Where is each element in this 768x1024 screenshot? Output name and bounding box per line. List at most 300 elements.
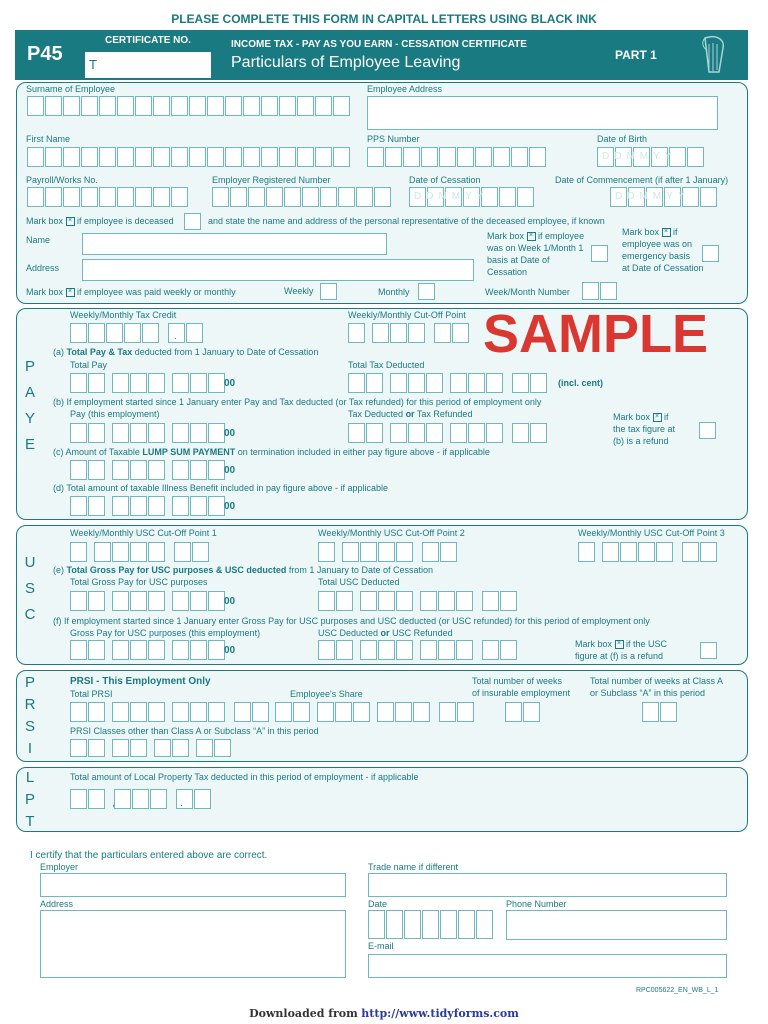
digit-cell[interactable] — [88, 640, 105, 660]
digit-cell[interactable] — [190, 496, 207, 516]
digit-cell[interactable] — [372, 323, 389, 343]
digit-cell[interactable] — [88, 323, 105, 343]
digit-cell[interactable] — [500, 640, 517, 660]
digit-cell[interactable] — [70, 739, 87, 757]
prsi-letter: S — [24, 718, 35, 735]
incl-cent-note: (incl. cent) — [558, 378, 604, 388]
digit-cell[interactable] — [529, 147, 546, 167]
emergency-checkbox[interactable] — [702, 245, 719, 262]
employer-label: Employer — [40, 862, 79, 872]
digit-cell[interactable] — [148, 423, 165, 443]
digit-cell[interactable] — [148, 591, 165, 611]
digit-cell[interactable] — [620, 542, 637, 562]
digit-cell[interactable] — [234, 702, 251, 722]
digit-cell[interactable] — [499, 187, 516, 207]
digit-cell[interactable] — [302, 187, 319, 207]
employer-address-field[interactable] — [40, 910, 346, 978]
digit-cell[interactable] — [420, 640, 437, 660]
digit-cell[interactable] — [578, 542, 595, 562]
digit-cell[interactable] — [132, 789, 149, 809]
digit-cell[interactable] — [390, 323, 407, 343]
digit-cell[interactable] — [130, 542, 147, 562]
digit-cell[interactable] — [493, 147, 510, 167]
trade-name-field[interactable] — [368, 873, 727, 897]
digit-cell[interactable] — [279, 96, 296, 116]
digit-cell[interactable] — [421, 147, 438, 167]
digit-cell[interactable] — [148, 542, 165, 562]
digit-cell[interactable] — [356, 187, 373, 207]
digit-cell[interactable] — [243, 96, 260, 116]
digit-cell[interactable] — [135, 147, 152, 167]
digit-cell[interactable] — [45, 187, 62, 207]
digit-cell[interactable] — [88, 496, 105, 516]
digit-cell[interactable] — [486, 373, 503, 393]
digit-cell[interactable] — [336, 640, 353, 660]
digit-cell[interactable] — [27, 96, 44, 116]
digit-cell[interactable] — [27, 147, 44, 167]
phone-field[interactable] — [506, 910, 727, 940]
digit-cell[interactable] — [656, 542, 673, 562]
rep-address-field[interactable] — [82, 259, 474, 281]
digit-cell[interactable] — [130, 460, 147, 480]
digit-cell[interactable] — [439, 702, 456, 722]
digit-cell[interactable] — [408, 323, 425, 343]
digit-cell[interactable] — [456, 591, 473, 611]
digit-cell[interactable] — [366, 423, 383, 443]
digit-cell[interactable] — [450, 373, 467, 393]
digit-cell[interactable] — [279, 147, 296, 167]
week-month-number-field[interactable] — [582, 282, 618, 300]
digit-cell[interactable] — [192, 542, 209, 562]
gross-usc-field[interactable] — [70, 591, 226, 611]
digit-cell[interactable] — [378, 591, 395, 611]
digit-cell[interactable] — [297, 96, 314, 116]
digit-cell[interactable] — [700, 187, 717, 207]
digit-cell[interactable] — [500, 591, 517, 611]
digit-cell[interactable] — [207, 147, 224, 167]
digit-cell[interactable] — [378, 640, 395, 660]
digit-cell[interactable] — [112, 496, 129, 516]
digit-cell[interactable] — [99, 187, 116, 207]
weeks-insurable-label-2: of insurable employment — [472, 688, 571, 698]
total-prsi-field[interactable] — [70, 702, 270, 722]
digit-cell[interactable] — [176, 789, 193, 809]
usc-cut2-field[interactable] — [318, 542, 458, 562]
digit-cell[interactable] — [70, 323, 87, 343]
digit-cell[interactable] — [99, 96, 116, 116]
digit-cell[interactable] — [88, 789, 105, 809]
digit-cell[interactable] — [348, 323, 365, 343]
digit-cell[interactable] — [317, 702, 334, 722]
digit-cell[interactable] — [408, 373, 425, 393]
usc-cut2-label: Weekly/Monthly USC Cut-Off Point 2 — [318, 528, 465, 538]
digit-cell[interactable] — [476, 910, 493, 939]
pps-label: PPS Number — [367, 134, 420, 144]
digit-cell[interactable] — [468, 423, 485, 443]
digit-cell[interactable] — [348, 423, 365, 443]
cutoff-field[interactable] — [348, 323, 470, 343]
pay-this-label: Pay (this employment) — [70, 409, 160, 419]
digit-cell[interactable] — [81, 96, 98, 116]
a-line: (a) Total Pay & Tax deducted from 1 January to Date of Cessation — [53, 347, 319, 357]
digit-cell[interactable] — [94, 542, 111, 562]
digit-cell[interactable] — [196, 739, 213, 757]
usc-ded-refund-label: USC Deducted or USC Refunded — [318, 628, 453, 638]
digit-cell[interactable] — [190, 373, 207, 393]
digit-cell[interactable] — [225, 147, 242, 167]
employer-field[interactable] — [40, 873, 346, 897]
digit-cell[interactable] — [153, 147, 170, 167]
digit-cell[interactable] — [248, 187, 265, 207]
source-link[interactable]: http://www.tidyforms.com — [361, 1007, 519, 1020]
digit-cell[interactable] — [130, 640, 147, 660]
digit-cell[interactable] — [457, 702, 474, 722]
digit-cell[interactable] — [112, 739, 129, 757]
digit-cell[interactable] — [70, 640, 87, 660]
digit-cell[interactable] — [486, 423, 503, 443]
digit-cell[interactable] — [189, 96, 206, 116]
usc-cut1-field[interactable] — [70, 542, 210, 562]
digit-cell[interactable] — [367, 147, 384, 167]
digit-cell[interactable] — [172, 496, 189, 516]
employer-reg-field[interactable] — [212, 187, 392, 207]
surname-field[interactable] — [27, 96, 351, 116]
digit-cell[interactable] — [186, 323, 203, 343]
digit-cell[interactable] — [390, 373, 407, 393]
weeks-insurable-field[interactable] — [505, 702, 541, 722]
digit-cell[interactable] — [208, 460, 225, 480]
total-tax-field[interactable] — [348, 373, 548, 393]
digit-cell[interactable] — [208, 702, 225, 722]
digit-cell[interactable] — [482, 640, 499, 660]
digit-cell[interactable] — [396, 542, 413, 562]
digit-cell[interactable] — [261, 96, 278, 116]
digit-cell[interactable] — [440, 542, 457, 562]
digit-cell[interactable] — [523, 702, 540, 722]
digit-cell[interactable] — [512, 423, 529, 443]
digit-cell[interactable] — [190, 460, 207, 480]
digit-cell[interactable] — [293, 702, 310, 722]
digit-cell[interactable] — [214, 739, 231, 757]
digit-cell[interactable] — [366, 373, 383, 393]
digit-cell[interactable] — [700, 542, 717, 562]
digit-cell[interactable] — [348, 373, 365, 393]
digit-cell[interactable] — [475, 147, 492, 167]
digit-cell[interactable] — [130, 496, 147, 516]
digit-cell[interactable] — [130, 591, 147, 611]
digit-cell[interactable] — [482, 591, 499, 611]
certificate-number-field[interactable] — [85, 52, 211, 78]
digit-cell[interactable] — [117, 147, 134, 167]
deceased-checkbox[interactable] — [184, 213, 201, 230]
digit-cell[interactable] — [106, 323, 123, 343]
digit-cell[interactable] — [517, 187, 534, 207]
digit-cell[interactable] — [530, 423, 547, 443]
trade-name-label: Trade name if different — [368, 862, 459, 872]
lpt-field[interactable] — [70, 789, 212, 809]
digit-cell[interactable] — [171, 187, 188, 207]
digit-cell[interactable] — [207, 96, 224, 116]
digit-cell[interactable] — [297, 147, 314, 167]
digit-cell[interactable] — [148, 460, 165, 480]
digit-cell[interactable] — [511, 147, 528, 167]
digit-cell[interactable] — [318, 542, 335, 562]
digit-cell[interactable] — [208, 640, 225, 660]
digit-cell[interactable] — [374, 187, 391, 207]
digit-cell[interactable] — [88, 702, 105, 722]
digit-cell[interactable] — [112, 460, 129, 480]
digit-cell[interactable] — [440, 910, 457, 939]
employee-share-field[interactable] — [275, 702, 475, 722]
digit-cell[interactable] — [333, 96, 350, 116]
digit-cell[interactable] — [336, 591, 353, 611]
digit-cell[interactable] — [320, 187, 337, 207]
digit-cell[interactable] — [360, 542, 377, 562]
digit-cell[interactable] — [600, 282, 617, 300]
dob-placeholder: DDMMYY — [602, 151, 677, 162]
digit-cell[interactable] — [124, 323, 141, 343]
digit-cell[interactable] — [142, 323, 159, 343]
digit-cell[interactable] — [452, 323, 469, 343]
digit-cell[interactable] — [70, 789, 87, 809]
digit-cell[interactable] — [172, 423, 189, 443]
tax-this-field[interactable] — [348, 423, 548, 443]
digit-cell[interactable] — [112, 702, 129, 722]
digit-cell[interactable] — [390, 423, 407, 443]
digit-cell[interactable] — [315, 96, 332, 116]
digit-cell[interactable] — [318, 640, 335, 660]
digit-cell[interactable] — [284, 187, 301, 207]
digit-cell[interactable] — [335, 702, 352, 722]
usc-refund-checkbox[interactable] — [700, 642, 717, 659]
digit-cell[interactable] — [426, 373, 443, 393]
digit-cell[interactable] — [422, 910, 439, 939]
monthly-checkbox[interactable] — [418, 283, 435, 300]
digit-cell[interactable] — [338, 187, 355, 207]
employee-address-field[interactable] — [367, 96, 718, 130]
digit-cell[interactable] — [148, 702, 165, 722]
digit-cell[interactable] — [112, 640, 129, 660]
digit-cell[interactable] — [130, 739, 147, 757]
digit-cell[interactable] — [333, 147, 350, 167]
digit-cell[interactable] — [70, 423, 87, 443]
digit-cell[interactable] — [439, 147, 456, 167]
digit-cell[interactable] — [114, 789, 131, 809]
digit-cell[interactable] — [130, 373, 147, 393]
digit-cell[interactable] — [117, 187, 134, 207]
weekly-checkbox[interactable] — [320, 283, 337, 300]
digit-cell[interactable] — [212, 187, 229, 207]
digit-cell[interactable] — [171, 96, 188, 116]
digit-cell[interactable] — [150, 789, 167, 809]
x-box-icon: × — [66, 217, 75, 226]
digit-cell[interactable] — [360, 591, 377, 611]
digit-cell[interactable] — [385, 147, 402, 167]
first-name-field[interactable] — [27, 147, 351, 167]
usc-this-field[interactable] — [318, 640, 518, 660]
digit-cell[interactable] — [63, 187, 80, 207]
digit-cell[interactable] — [208, 423, 225, 443]
digit-cell[interactable] — [172, 739, 189, 757]
digit-cell[interactable] — [315, 147, 332, 167]
digit-cell[interactable] — [88, 423, 105, 443]
digit-cell[interactable] — [404, 910, 421, 939]
digit-cell[interactable] — [252, 702, 269, 722]
digit-cell[interactable] — [396, 640, 413, 660]
total-pay-field[interactable] — [70, 373, 226, 393]
digit-cell[interactable] — [457, 147, 474, 167]
digit-cell[interactable] — [642, 702, 659, 722]
digit-cell[interactable] — [450, 423, 467, 443]
digit-cell[interactable] — [582, 282, 599, 300]
digit-cell[interactable] — [243, 147, 260, 167]
total-tax-label: Total Tax Deducted — [348, 360, 425, 370]
digit-cell[interactable] — [130, 423, 147, 443]
c-line: (c) Amount of Taxable LUMP SUM PAYMENT on termination included in either pay figure above - if applicable — [53, 447, 490, 457]
weeks-class-a-field[interactable] — [642, 702, 678, 722]
digit-cell[interactable] — [368, 910, 385, 939]
digit-cell[interactable] — [148, 640, 165, 660]
digit-cell[interactable] — [190, 591, 207, 611]
header-band — [15, 30, 748, 80]
digit-cell[interactable] — [378, 542, 395, 562]
digit-cell[interactable] — [413, 702, 430, 722]
digit-cell[interactable] — [456, 640, 473, 660]
digit-cell[interactable] — [422, 542, 439, 562]
email-field[interactable] — [368, 954, 727, 978]
digit-cell[interactable] — [420, 591, 437, 611]
digit-cell[interactable] — [70, 373, 87, 393]
digit-cell[interactable] — [468, 373, 485, 393]
digit-cell[interactable] — [70, 542, 87, 562]
illness-benefit-field[interactable] — [70, 496, 226, 516]
digit-cell[interactable] — [208, 496, 225, 516]
digit-cell[interactable] — [172, 591, 189, 611]
gross-this-field[interactable] — [70, 640, 226, 660]
digit-cell[interactable] — [112, 542, 129, 562]
digit-cell[interactable] — [174, 542, 191, 562]
digit-cell[interactable] — [208, 591, 225, 611]
digit-cell[interactable] — [70, 702, 87, 722]
digit-cell[interactable] — [70, 496, 87, 516]
digit-cell[interactable] — [130, 702, 147, 722]
digit-cell[interactable] — [45, 147, 62, 167]
digit-cell[interactable] — [189, 147, 206, 167]
digit-cell[interactable] — [275, 702, 292, 722]
usc-cut3-field[interactable] — [578, 542, 718, 562]
pay-this-field[interactable] — [70, 423, 226, 443]
other-classes-field[interactable] — [70, 739, 232, 757]
digit-cell[interactable] — [266, 187, 283, 207]
digit-cell[interactable] — [342, 542, 359, 562]
digit-cell[interactable] — [512, 373, 529, 393]
week1-checkbox[interactable] — [591, 245, 608, 262]
digit-cell[interactable] — [602, 542, 619, 562]
digit-cell[interactable] — [395, 702, 412, 722]
digit-cell[interactable] — [88, 591, 105, 611]
digit-cell[interactable] — [112, 373, 129, 393]
digit-cell[interactable] — [63, 147, 80, 167]
digit-cell[interactable] — [172, 702, 189, 722]
tax-refund-checkbox[interactable] — [699, 422, 716, 439]
digit-cell[interactable] — [153, 96, 170, 116]
digit-cell[interactable] — [171, 147, 188, 167]
digit-cell[interactable] — [434, 323, 451, 343]
digit-cell[interactable] — [353, 702, 370, 722]
digit-cell[interactable] — [261, 147, 278, 167]
digit-cell[interactable] — [154, 739, 171, 757]
digit-cell[interactable] — [318, 591, 335, 611]
digit-cell[interactable] — [70, 591, 87, 611]
digit-cell[interactable] — [117, 96, 134, 116]
digit-cell[interactable] — [230, 187, 247, 207]
digit-cell[interactable] — [63, 96, 80, 116]
payroll-field[interactable] — [27, 187, 189, 207]
digit-cell[interactable] — [88, 739, 105, 757]
digit-cell[interactable] — [438, 591, 455, 611]
digit-cell[interactable] — [135, 187, 152, 207]
digit-cell[interactable] — [172, 460, 189, 480]
digit-cell[interactable] — [190, 702, 207, 722]
digit-cell[interactable] — [172, 373, 189, 393]
digit-cell[interactable] — [660, 702, 677, 722]
pps-field[interactable] — [367, 147, 547, 167]
digit-cell[interactable] — [208, 373, 225, 393]
digit-cell[interactable] — [148, 496, 165, 516]
cert-date-field[interactable] — [368, 910, 494, 939]
digit-cell[interactable] — [112, 423, 129, 443]
digit-cell[interactable] — [530, 373, 547, 393]
digit-cell[interactable] — [458, 910, 475, 939]
digit-cell[interactable] — [403, 147, 420, 167]
digit-cell[interactable] — [386, 910, 403, 939]
digit-cell[interactable] — [81, 187, 98, 207]
digit-cell[interactable] — [438, 640, 455, 660]
usc-deducted-field[interactable] — [318, 591, 518, 611]
digit-cell[interactable] — [153, 187, 170, 207]
digit-cell[interactable] — [81, 147, 98, 167]
digit-cell[interactable] — [70, 460, 87, 480]
digit-cell[interactable] — [194, 789, 211, 809]
digit-cell[interactable] — [360, 640, 377, 660]
digit-cell[interactable] — [27, 187, 44, 207]
rep-name-field[interactable] — [82, 233, 387, 255]
digit-cell[interactable] — [112, 591, 129, 611]
digit-cell[interactable] — [687, 147, 704, 167]
digit-cell[interactable] — [45, 96, 62, 116]
digit-cell[interactable] — [190, 423, 207, 443]
digit-cell[interactable] — [638, 542, 655, 562]
tax-credit-field[interactable] — [70, 323, 204, 343]
digit-cell[interactable] — [172, 640, 189, 660]
digit-cell[interactable] — [505, 702, 522, 722]
digit-cell[interactable] — [225, 96, 242, 116]
digit-cell[interactable] — [377, 702, 394, 722]
digit-cell[interactable] — [396, 591, 413, 611]
lpt-letter: T — [25, 813, 35, 830]
digit-cell[interactable] — [88, 373, 105, 393]
digit-cell[interactable] — [88, 460, 105, 480]
digit-cell[interactable] — [99, 147, 116, 167]
digit-cell[interactable] — [135, 96, 152, 116]
lump-sum-field[interactable] — [70, 460, 226, 480]
certificate-number-value: T — [89, 57, 97, 72]
digit-cell[interactable] — [190, 640, 207, 660]
digit-cell[interactable] — [426, 423, 443, 443]
digit-cell[interactable] — [408, 423, 425, 443]
digit-cell[interactable] — [148, 373, 165, 393]
digit-cell[interactable] — [682, 542, 699, 562]
